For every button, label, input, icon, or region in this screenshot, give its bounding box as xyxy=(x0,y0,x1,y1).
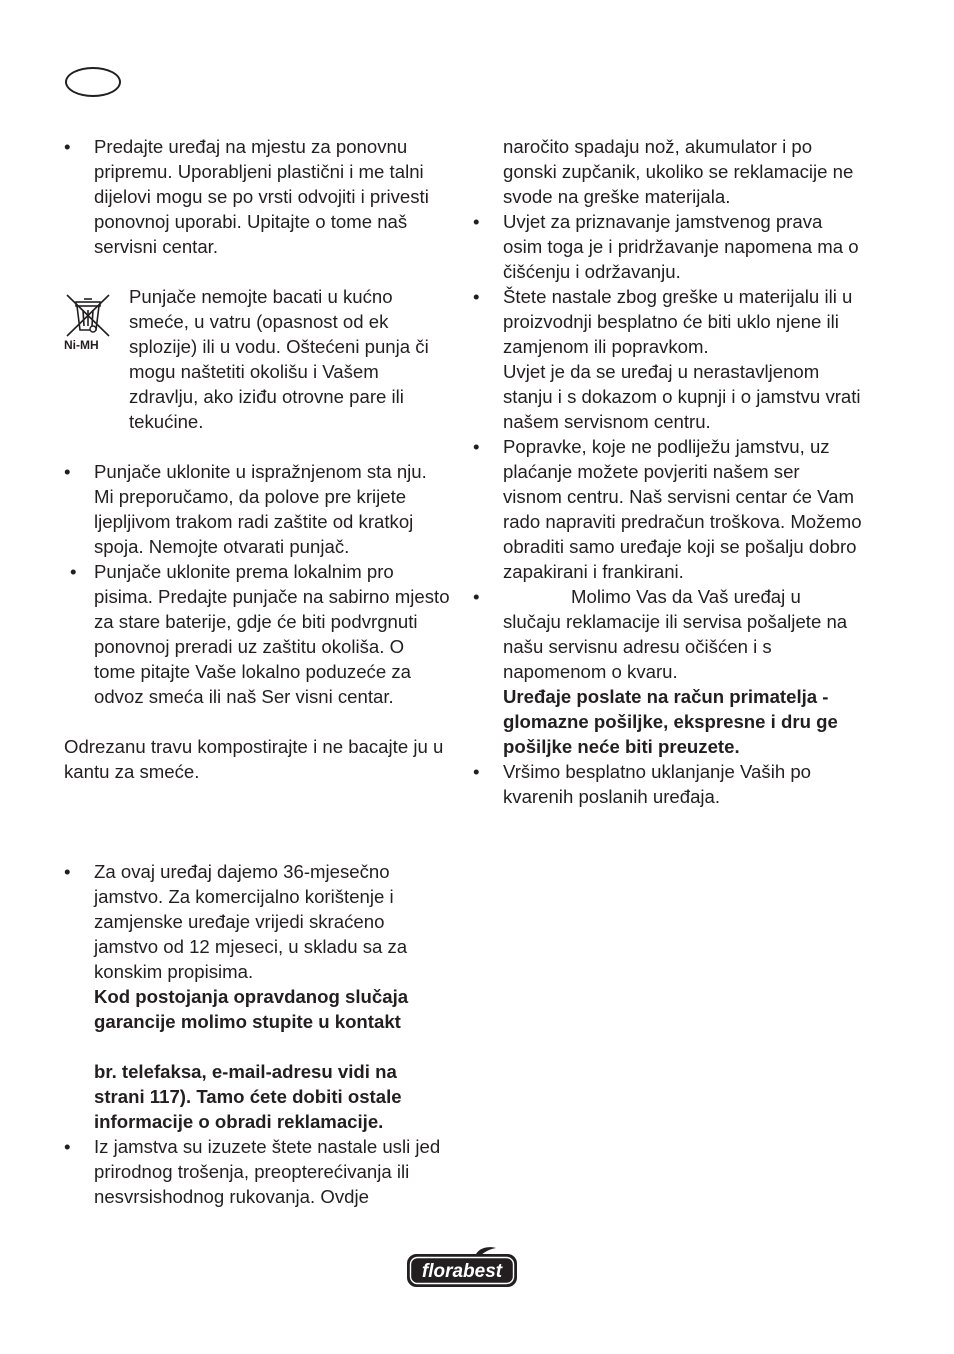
bullet: • xyxy=(64,136,71,157)
right-column xyxy=(473,134,863,809)
free-disposal: Vršimo besplatno uklanjanje Vaših po kvarenih poslanih uređaja. xyxy=(503,761,812,807)
language-badge xyxy=(65,67,121,97)
exclusions-continued: naročito spadaju nož, akumulator i po gonski zupčanik, ukoliko se reklamacije ne svode na greške materijala. xyxy=(503,136,854,207)
warranty-period: Za ovaj uređaj dajemo 36-mjesečno jamstvo. Za komercijalno korištenje i zamjenske uređaje vrijedi skraćeno jamstvo od 12 mjeseci, u skladu sa za konskim propisima. xyxy=(94,861,408,982)
list-item xyxy=(473,759,863,809)
left-column xyxy=(64,134,450,1209)
list-item xyxy=(64,459,450,559)
florabest-logo xyxy=(406,1246,518,1288)
bullet: • xyxy=(473,436,480,457)
recycle-instruction: Predajte uređaj na mjestu za ponovnu pripremu. Uporabljeni plastični i me talni dijelovi mogu se po vrsti odvojiti i privesti ponovnoj uporabi. Upitajte o tome naš servisni centar. xyxy=(94,136,429,257)
return-condition: Uvjet je da se uređaj u nerastavljenom stanju i s dokazom o kupnji i o jamstvu vrati našem servisnom centru. xyxy=(503,361,861,432)
send-device-request: Molimo Vas da Vaš uređaj u xyxy=(571,586,801,607)
battery-empty-instruction: Punjače uklonite u ispražnjenom sta nju. Mi preporučamo, da polove pre krijete ljepljivom trakom radi zaštite od kratkoj spoja. Nemojte otvarati punjač. xyxy=(94,461,427,557)
list-item xyxy=(473,209,863,284)
battery-local-rules: Punjače uklonite prema lokalnim pro pisima. Predajte punjače na sabirno mjesto za stare baterije, gdje će biti podvrgnuti ponovnoj preradi uz zaštitu okoliša. O tome pitajte Vaše lokalno poduzeće za odvoz smeća ili naš Ser visni centar. xyxy=(94,561,450,707)
crossed-bin-icon xyxy=(64,292,112,352)
send-device-details: slučaju reklamacije ili servisa pošaljete na našu servisnu adresu očišćen i s napomenom o kvaru. xyxy=(503,611,848,682)
warranty-exclusions: Iz jamstva su izuzete štete nastale usli jed prirodnog trošenja, preopterećivanja ili nesvrsishodnog rukovanja. Ovdje xyxy=(94,1136,441,1207)
list-item xyxy=(473,284,863,434)
freight-collect-warning: Uređaje poslate na račun primatelja - glomazne pošiljke, ekspresne i dru ge pošiljke neće biti preuzete. xyxy=(503,686,838,757)
bullet: • xyxy=(64,1136,71,1157)
list-item xyxy=(64,859,450,1134)
svg-text:florabest: florabest xyxy=(421,1261,503,1282)
list-item xyxy=(64,559,450,709)
bullet: • xyxy=(473,761,480,782)
paid-repairs: Popravke, koje ne podliježu jamstvu, uz plaćanje možete povjeriti našem ser visnom centru. Naš servisni centar će Vam rado napraviti predračun troškova. Možemo obraditi samo uređaje koji se pošalju dobro zapakirani i frankirani. xyxy=(503,436,862,582)
bullet: • xyxy=(70,561,77,582)
bullet: • xyxy=(473,211,480,232)
ni-mh-label: Ni-MH xyxy=(64,338,99,352)
bullet: • xyxy=(64,461,71,482)
list-item xyxy=(473,434,863,584)
bullet: • xyxy=(64,861,71,882)
list-item-continued xyxy=(473,134,863,209)
warranty-condition: Uvjet za priznavanje jamstvenog prava osim toga je i pridržavanje napomena ma o čišćenju i održavanju. xyxy=(503,211,859,282)
warranty-contact-bold: Kod postojanja opravdanog slučaja garancije molimo stupite u kontakt xyxy=(94,986,409,1032)
battery-disposal-note xyxy=(64,284,450,434)
warranty-contact-bold-cont: br. telefaksa, e-mail-adresu vidi na strani 117). Tamo ćete dobiti ostale informacije o obradi reklamacije. xyxy=(94,1061,402,1132)
list-item xyxy=(64,1134,450,1209)
bullet: • xyxy=(473,586,480,607)
material-defects: Štete nastale zbog greške u materijalu ili u proizvodnji besplatno će biti uklo njene ili zamjenom ili popravkom. xyxy=(503,286,853,357)
list-item xyxy=(64,134,450,259)
battery-warning-text: Punjače nemojte bacati u kućno smeće, u vatru (opasnost od ek splozije) ili u vodu. Oštećeni punja či mogu naštetiti okolišu i Vašem zdravlju, ako iziđu otrovne pare ili tekućine. xyxy=(129,286,429,432)
list-item xyxy=(473,584,863,759)
compost-note: Odrezanu travu kompostirajte i ne bacajte ju u kantu za smeće. xyxy=(64,736,444,782)
bullet: • xyxy=(473,286,480,307)
